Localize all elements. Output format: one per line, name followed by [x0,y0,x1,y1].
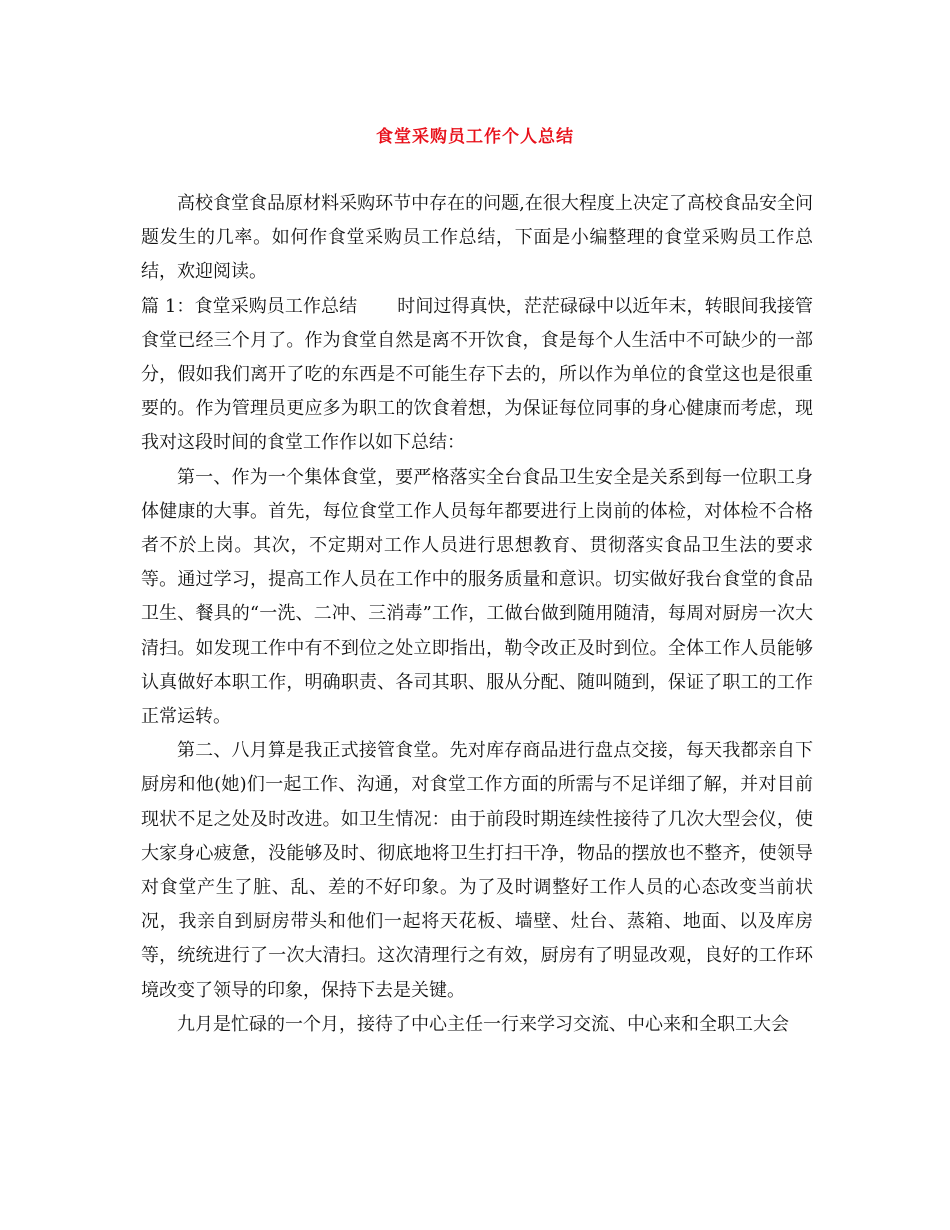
document-body [141,187,813,1042]
paragraph-3: 九月是忙碌的一个月，接待了中心主任一行来学习交流、中心来和全职工大会 [177,1013,789,1035]
paragraph-1: 第一、作为一个集体食堂，要严格落实全台食品卫生安全是关系到每一位职工身体健康的大事。首先，每位食堂工作人员每年都要进行上岗前的体检，对体检不合格者不於上岗。其次，不定期对工作人员进行思想教育、贯彻落实食品卫生法的要求等。通过学习，提高工作人员在工作中的服务质量和意识。切实做好我台食堂的食品卫生、餐具的“一洗、二冲、三消毒”工作，工做台做到随用随清，每周对厨房一次大清扫。如发现工作中有不到位之处立即指出，勒令改正及时到位。全体工作人员能够认真做好本职工作，明确职责、各司其职、服从分配、随叫随到，保证了职工的工作正常运转。 [141,466,813,728]
document-title: 食堂采购员工作个人总结 [376,127,574,147]
section-opening: 时间过得真快，茫茫碌碌中以近年末，转眼间我接管食堂已经三个月了。作为食堂自然是离不开饮食，食是每个人生活中不可缺少的一部分，假如我们离开了吃的东西是不可能生存下去的，所以作为单位的食堂这也是很重要的。作为管理员更应多为职工的饮食着想，为保证每位同事的身心健康而考虑，现我对这段时间的食堂工作作以如下总结： [141,295,813,454]
intro-paragraph: 高校食堂食品原材料采购环节中存在的问题,在很大程度上决定了高校食品安全问题发生的几率。如何作食堂采购员工作总结，下面是小编整理的食堂采购员工作总结，欢迎阅读。 [141,193,813,283]
paragraph-2: 第二、八月算是我正式接管食堂。先对库存商品进行盘点交接，每天我都亲自下厨房和他(她)们一起工作、沟通，对食堂工作方面的所需与不足详细了解，并对目前现状不足之处及时改进。如卫生情况：由于前段时期连续性接待了几次大型会仪，使大家身心疲惫，没能够及时、彻底地将卫生打扫干净，物品的摆放也不整齐，使领导对食堂产生了脏、乱、差的不好印象。为了及时调整好工作人员的心态改变当前状况，我亲自到厨房带头和他们一起将天花板、墙壁、灶台、蒸箱、地面、以及库房等，统统进行了一次大清扫。这次清理行之有效，厨房有了明显改观，良好的工作环境改变了领导的印象，保持下去是关键。 [141,740,813,1001]
section-heading: 篇 1：食堂采购员工作总结 [141,295,358,317]
section-paragraph [141,290,813,461]
